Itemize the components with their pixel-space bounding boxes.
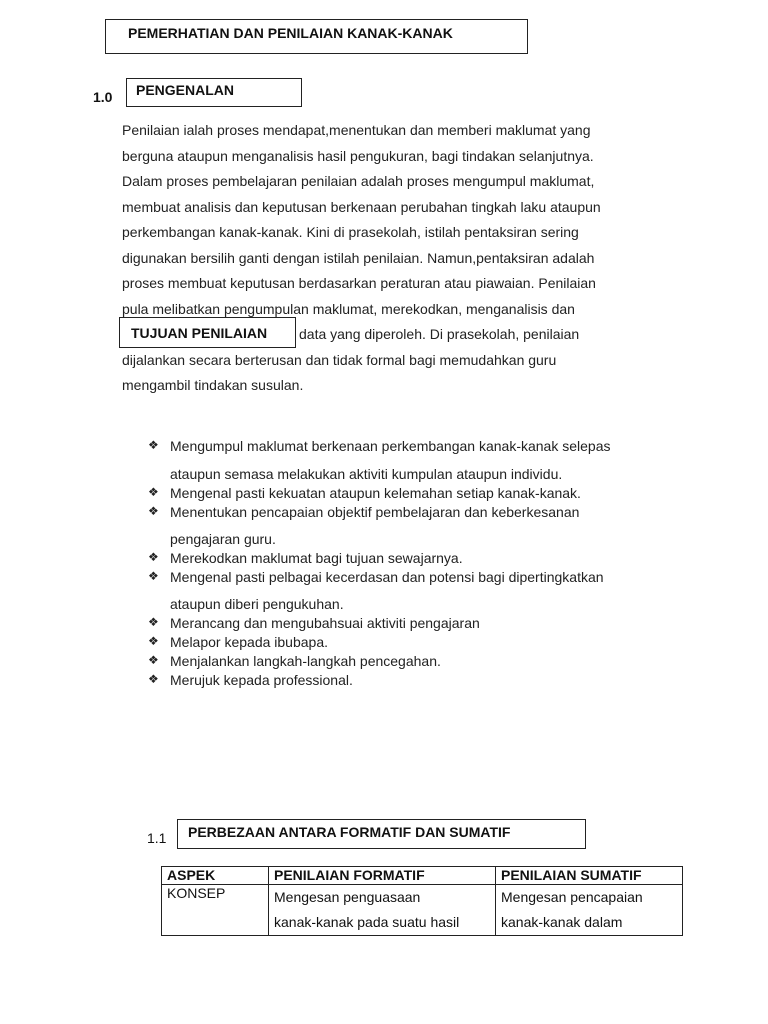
diamond-bullet-icon: ❖ xyxy=(148,672,159,686)
objectives-list xyxy=(148,438,678,688)
diamond-bullet-icon: ❖ xyxy=(148,550,159,564)
list-item-text: Merancang dan mengubahsuai aktiviti pengajaran xyxy=(170,615,480,631)
paragraph-line: digunakan bersilih ganti dengan istilah penilaian. Namun,pentaksiran adalah xyxy=(122,249,595,266)
diamond-bullet-icon: ❖ xyxy=(148,438,159,452)
table-cell: Mengesan penguasaan kanak-kanak pada suatu hasil xyxy=(269,885,496,936)
diamond-bullet-icon: ❖ xyxy=(148,569,159,583)
list-item-text: Mengumpul maklumat berkenaan perkembangan kanak-kanak selepas xyxy=(170,438,611,454)
document-title-box xyxy=(105,19,528,54)
diamond-bullet-icon: ❖ xyxy=(148,485,159,499)
section-heading: PENGENALAN xyxy=(136,82,235,98)
diamond-bullet-icon: ❖ xyxy=(148,504,159,518)
paragraph-line: proses membuat keputusan berdasarkan peraturan atau piawaian. Penilaian xyxy=(122,275,596,291)
tujuan-heading: TUJUAN PENILAIAN xyxy=(131,325,268,341)
paragraph-line: perkembangan kanak-kanak. Kini di prasekolah, istilah pentaksiran sering xyxy=(122,224,579,240)
section-heading-box xyxy=(177,819,586,849)
list-item xyxy=(148,438,678,482)
list-item-text: Menentukan pencapaian objektif pembelajaran dan keberkesanan xyxy=(170,504,580,520)
list-item-text: Melapor kepada ibubapa. xyxy=(170,634,329,650)
list-item xyxy=(148,569,678,612)
list-item xyxy=(148,615,678,631)
table-row xyxy=(162,885,683,936)
paragraph-line: Dalam proses pembelajaran penilaian adalah proses mengumpul maklumat, xyxy=(122,173,595,189)
diamond-bullet-icon: ❖ xyxy=(148,615,159,629)
list-item xyxy=(148,653,678,669)
list-item xyxy=(148,672,678,688)
list-item-text: Mengenal pasti pelbagai kecerdasan dan potensi bagi dipertingkatkan xyxy=(170,569,604,585)
list-item xyxy=(148,485,678,501)
paragraph-line: data yang diperoleh. Di prasekolah, penilaian xyxy=(299,326,580,342)
comparison-table xyxy=(161,866,683,936)
list-item-text: pengajaran guru. xyxy=(170,531,276,547)
paragraph-line: mengambil tindakan susulan. xyxy=(122,377,304,393)
list-item-text: Merekodkan maklumat bagi tujuan sewajarnya. xyxy=(170,550,463,566)
tujuan-heading-box xyxy=(119,317,296,348)
list-item xyxy=(148,504,678,547)
table-cell: Mengesan pencapaian kanak-kanak dalam xyxy=(496,885,683,936)
section-number: 1.0 xyxy=(93,89,113,105)
list-item-text: Merujuk kepada professional. xyxy=(170,672,353,688)
paragraph-line: Penilaian ialah proses mendapat,menentukan dan memberi maklumat yang xyxy=(122,122,591,138)
list-item xyxy=(148,634,678,650)
section-heading: PERBEZAAN ANTARA FORMATIF DAN SUMATIF xyxy=(188,824,511,840)
table-cell: KONSEP xyxy=(162,885,269,936)
list-item-text: Mengenal pasti kekuatan ataupun kelemahan setiap kanak-kanak. xyxy=(170,485,581,501)
list-item-text: ataupun semasa melakukan aktiviti kumpulan ataupun individu. xyxy=(170,466,563,482)
diamond-bullet-icon: ❖ xyxy=(148,653,159,667)
list-item-text: ataupun diberi pengukuhan. xyxy=(170,596,344,612)
paragraph-line: berguna ataupun menganalisis hasil pengukuran, bagi tindakan selanjutnya. xyxy=(122,147,594,164)
paragraph-line: pula melibatkan pengumpulan maklumat, merekodkan, menganalisis dan xyxy=(122,300,575,317)
column-header: PENILAIAN SUMATIF xyxy=(496,867,683,885)
column-header: PENILAIAN FORMATIF xyxy=(269,867,496,885)
table-header-row xyxy=(162,867,683,885)
document-title: PEMERHATIAN DAN PENILAIAN KANAK-KANAK xyxy=(128,25,453,41)
paragraph-line: membuat analisis dan keputusan berkenaan perubahan tingkah laku ataupun xyxy=(122,198,601,215)
section-number: 1.1 xyxy=(147,830,167,846)
column-header: ASPEK xyxy=(162,867,269,885)
paragraph-line: dijalankan secara berterusan dan tidak formal bagi memudahkan guru xyxy=(122,351,557,368)
section-heading-box xyxy=(126,78,302,107)
diamond-bullet-icon: ❖ xyxy=(148,634,159,648)
list-item xyxy=(148,550,678,566)
introduction-paragraph xyxy=(122,118,662,399)
list-item-text: Menjalankan langkah-langkah pencegahan. xyxy=(170,653,441,669)
